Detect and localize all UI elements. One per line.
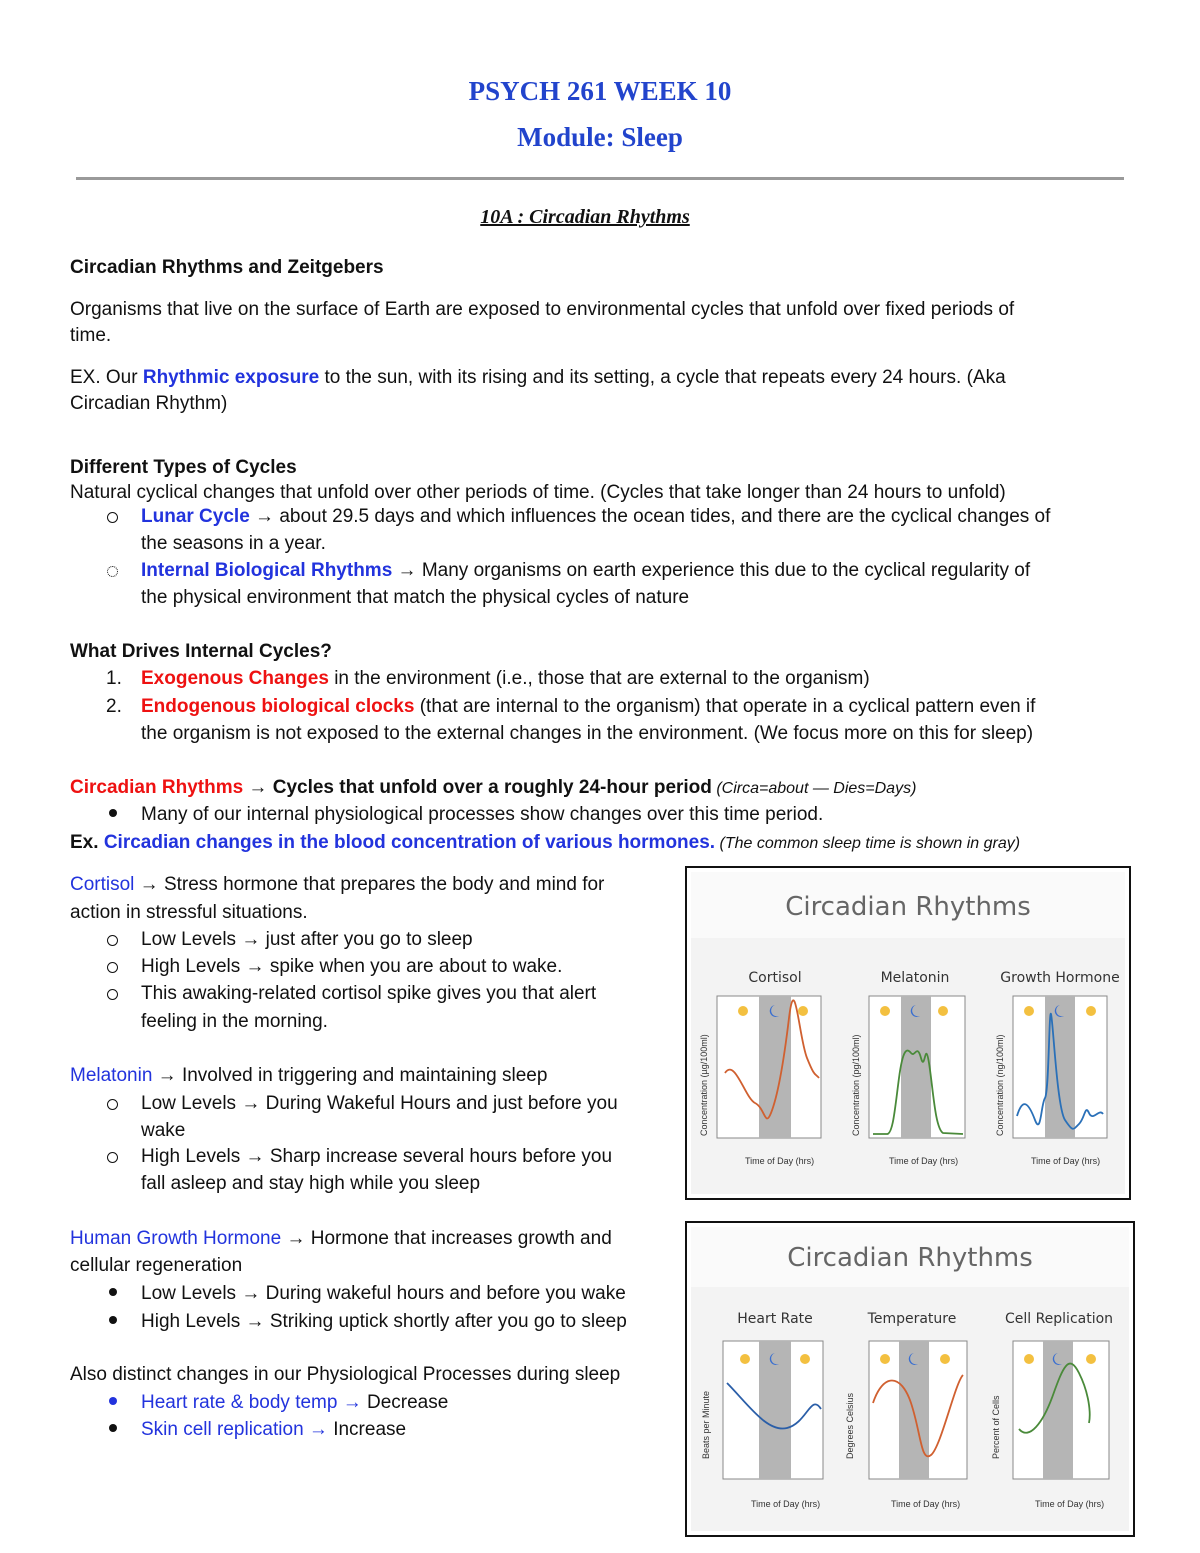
zeitgebers-example: EX. Our Rhythmic exposure to the sun, with its rising and its setting, a cycle that repeats every 24 hours. (Aka — [70, 367, 1006, 388]
cycles-heading: Different Types of Cycles — [70, 457, 297, 478]
panel-title-temperature: Temperature — [867, 1311, 957, 1327]
bullet-circle-icon — [107, 566, 118, 577]
xlabel-heart: Time of Day (hrs) — [751, 1499, 821, 1509]
panel-title-heart: Heart Rate — [737, 1311, 813, 1327]
cycles-intro: Natural cyclical changes that unfold over other periods of time. (Cycles that take longer than 24 hours to unfold) — [70, 482, 1006, 503]
cortisol-bullet-high: High Levels → spike when you are about to wake. — [141, 956, 563, 977]
cycles-item-internal-line2: the physical environment that match the physical cycles of nature — [141, 587, 690, 608]
ylabel-cortisol: Concentration (µg/100ml) — [699, 1034, 709, 1136]
melatonin-bullet-low: Low Levels → During Wakeful Hours and just before you — [141, 1093, 618, 1114]
ylabel-melatonin: Concentration (pg/100ml) — [851, 1034, 861, 1136]
figure-physiology-title: Circadian Rhythms — [787, 1243, 1033, 1273]
bullet-circle-icon — [107, 1152, 118, 1163]
panel-title-growth: Growth Hormone — [1000, 970, 1120, 986]
drives-item-exogenous: Exogenous Changes in the environment (i.e., those that are external to the organism) — [141, 668, 870, 689]
figure-hormones — [685, 866, 1131, 1200]
figure-hormones-title: Circadian Rhythms — [785, 892, 1031, 922]
cortisol-line2: action in stressful situations. — [70, 902, 308, 923]
cycles-item-lunar-line2: the seasons in a year. — [141, 533, 326, 554]
melatonin-bullet-high-line2: fall asleep and stay high while you sleep — [141, 1173, 481, 1194]
melatonin-heading: Melatonin → Involved in triggering and maintaining sleep — [70, 1065, 548, 1086]
module-title: Module: Sleep — [517, 122, 683, 152]
bullet-circle-icon — [107, 935, 118, 946]
bullet-dot-icon — [109, 809, 117, 817]
physio-intro: Also distinct changes in our Physiological Processes during sleep — [70, 1364, 621, 1385]
divider — [76, 177, 1124, 180]
bullet-circle-icon — [107, 962, 118, 973]
xlabel-temperature: Time of Day (hrs) — [891, 1499, 961, 1509]
growth-bullet-high: High Levels → Striking uptick shortly after you go to sleep — [141, 1311, 627, 1332]
bullet-circle-icon — [107, 989, 118, 1000]
bullet-circle-icon — [107, 1099, 118, 1110]
figure-hormones-plots — [687, 868, 1125, 1194]
figure-physiology-plots — [687, 1223, 1129, 1531]
cortisol-heading: Cortisol → Stress hormone that prepares the body and mind for — [70, 874, 605, 895]
circadian-definition: Circadian Rhythms → Cycles that unfold over a roughly 24-hour period (Circa=about — Dies=Days) — [70, 777, 917, 798]
panel-title-cell: Cell Replication — [1004, 1311, 1114, 1327]
cycles-item-internal: Internal Biological Rhythms → Many organisms on earth experience this due to the cyclical regularity of — [141, 560, 1031, 581]
melatonin-bullet-low-line2: wake — [141, 1120, 186, 1141]
bullet-circle-icon — [107, 512, 118, 523]
zeitgebers-paragraph-line2: time. — [70, 325, 112, 346]
bullet-dot-icon — [109, 1316, 117, 1324]
growth-bullet-low: Low Levels → During wakeful hours and before you wake — [141, 1283, 626, 1304]
xlabel-melatonin: Time of Day (hrs) — [889, 1156, 959, 1166]
growth-heading: Human Growth Hormone → Hormone that increases growth and — [70, 1228, 612, 1249]
bullet-dot-icon — [109, 1397, 117, 1405]
section-heading: 10A : Circadian Rhythms — [480, 206, 690, 228]
growth-line2: cellular regeneration — [70, 1255, 243, 1276]
figure-physiology — [685, 1221, 1135, 1537]
physio-bullet-skin: Skin cell replication → Increase — [141, 1419, 407, 1440]
drives-heading: What Drives Internal Cycles? — [70, 641, 332, 662]
drives-item-endogenous-line2: the organism is not exposed to the external changes in the environment. (We focus more on this for sleep) — [141, 723, 1034, 744]
circadian-example: Ex. Circadian changes in the blood concentration of various hormones. (The common sleep time is shown in gray) — [70, 832, 1021, 853]
zeitgebers-heading: Circadian Rhythms and Zeitgebers — [70, 257, 384, 278]
bullet-dot-icon — [109, 1424, 117, 1432]
cycles-item-lunar: Lunar Cycle → about 29.5 days and which influences the ocean tides, and there are the cyclical changes of — [141, 506, 1051, 527]
xlabel-growth: Time of Day (hrs) — [1031, 1156, 1101, 1166]
zeitgebers-paragraph: Organisms that live on the surface of Earth are exposed to environmental cycles that unfold over fixed periods of — [70, 299, 1015, 320]
panel-title-melatonin: Melatonin — [880, 970, 950, 986]
ylabel-growth: Concentration (ng/100ml) — [995, 1034, 1005, 1136]
course-title: PSYCH 261 WEEK 10 — [468, 76, 732, 106]
drives-number-2: 2. — [106, 696, 122, 717]
xlabel-cell: Time of Day (hrs) — [1035, 1499, 1105, 1509]
cortisol-bullet-spike-line2: feeling in the morning. — [141, 1011, 328, 1032]
physio-bullet-heart: Heart rate & body temp → Decrease — [141, 1392, 449, 1413]
melatonin-bullet-high: High Levels → Sharp increase several hours before you — [141, 1146, 613, 1167]
drives-number-1: 1. — [106, 668, 122, 689]
zeitgebers-example-line2: Circadian Rhythm) — [70, 393, 228, 414]
xlabel-cortisol: Time of Day (hrs) — [745, 1156, 815, 1166]
ylabel-cell: Percent of Cells — [991, 1395, 1001, 1459]
cortisol-bullet-low: Low Levels → just after you go to sleep — [141, 929, 473, 950]
cortisol-bullet-spike: This awaking-related cortisol spike gives you that alert — [141, 983, 597, 1004]
ylabel-temperature: Degrees Celsius — [845, 1392, 855, 1459]
circadian-bullet: Many of our internal physiological processes show changes over this time period. — [141, 804, 824, 825]
bullet-dot-icon — [109, 1288, 117, 1296]
panel-title-cortisol: Cortisol — [748, 970, 802, 986]
drives-item-endogenous: Endogenous biological clocks (that are internal to the organism) that operate in a cyclical pattern even if — [141, 696, 1036, 717]
ylabel-heart: Beats per Minute — [701, 1390, 711, 1459]
